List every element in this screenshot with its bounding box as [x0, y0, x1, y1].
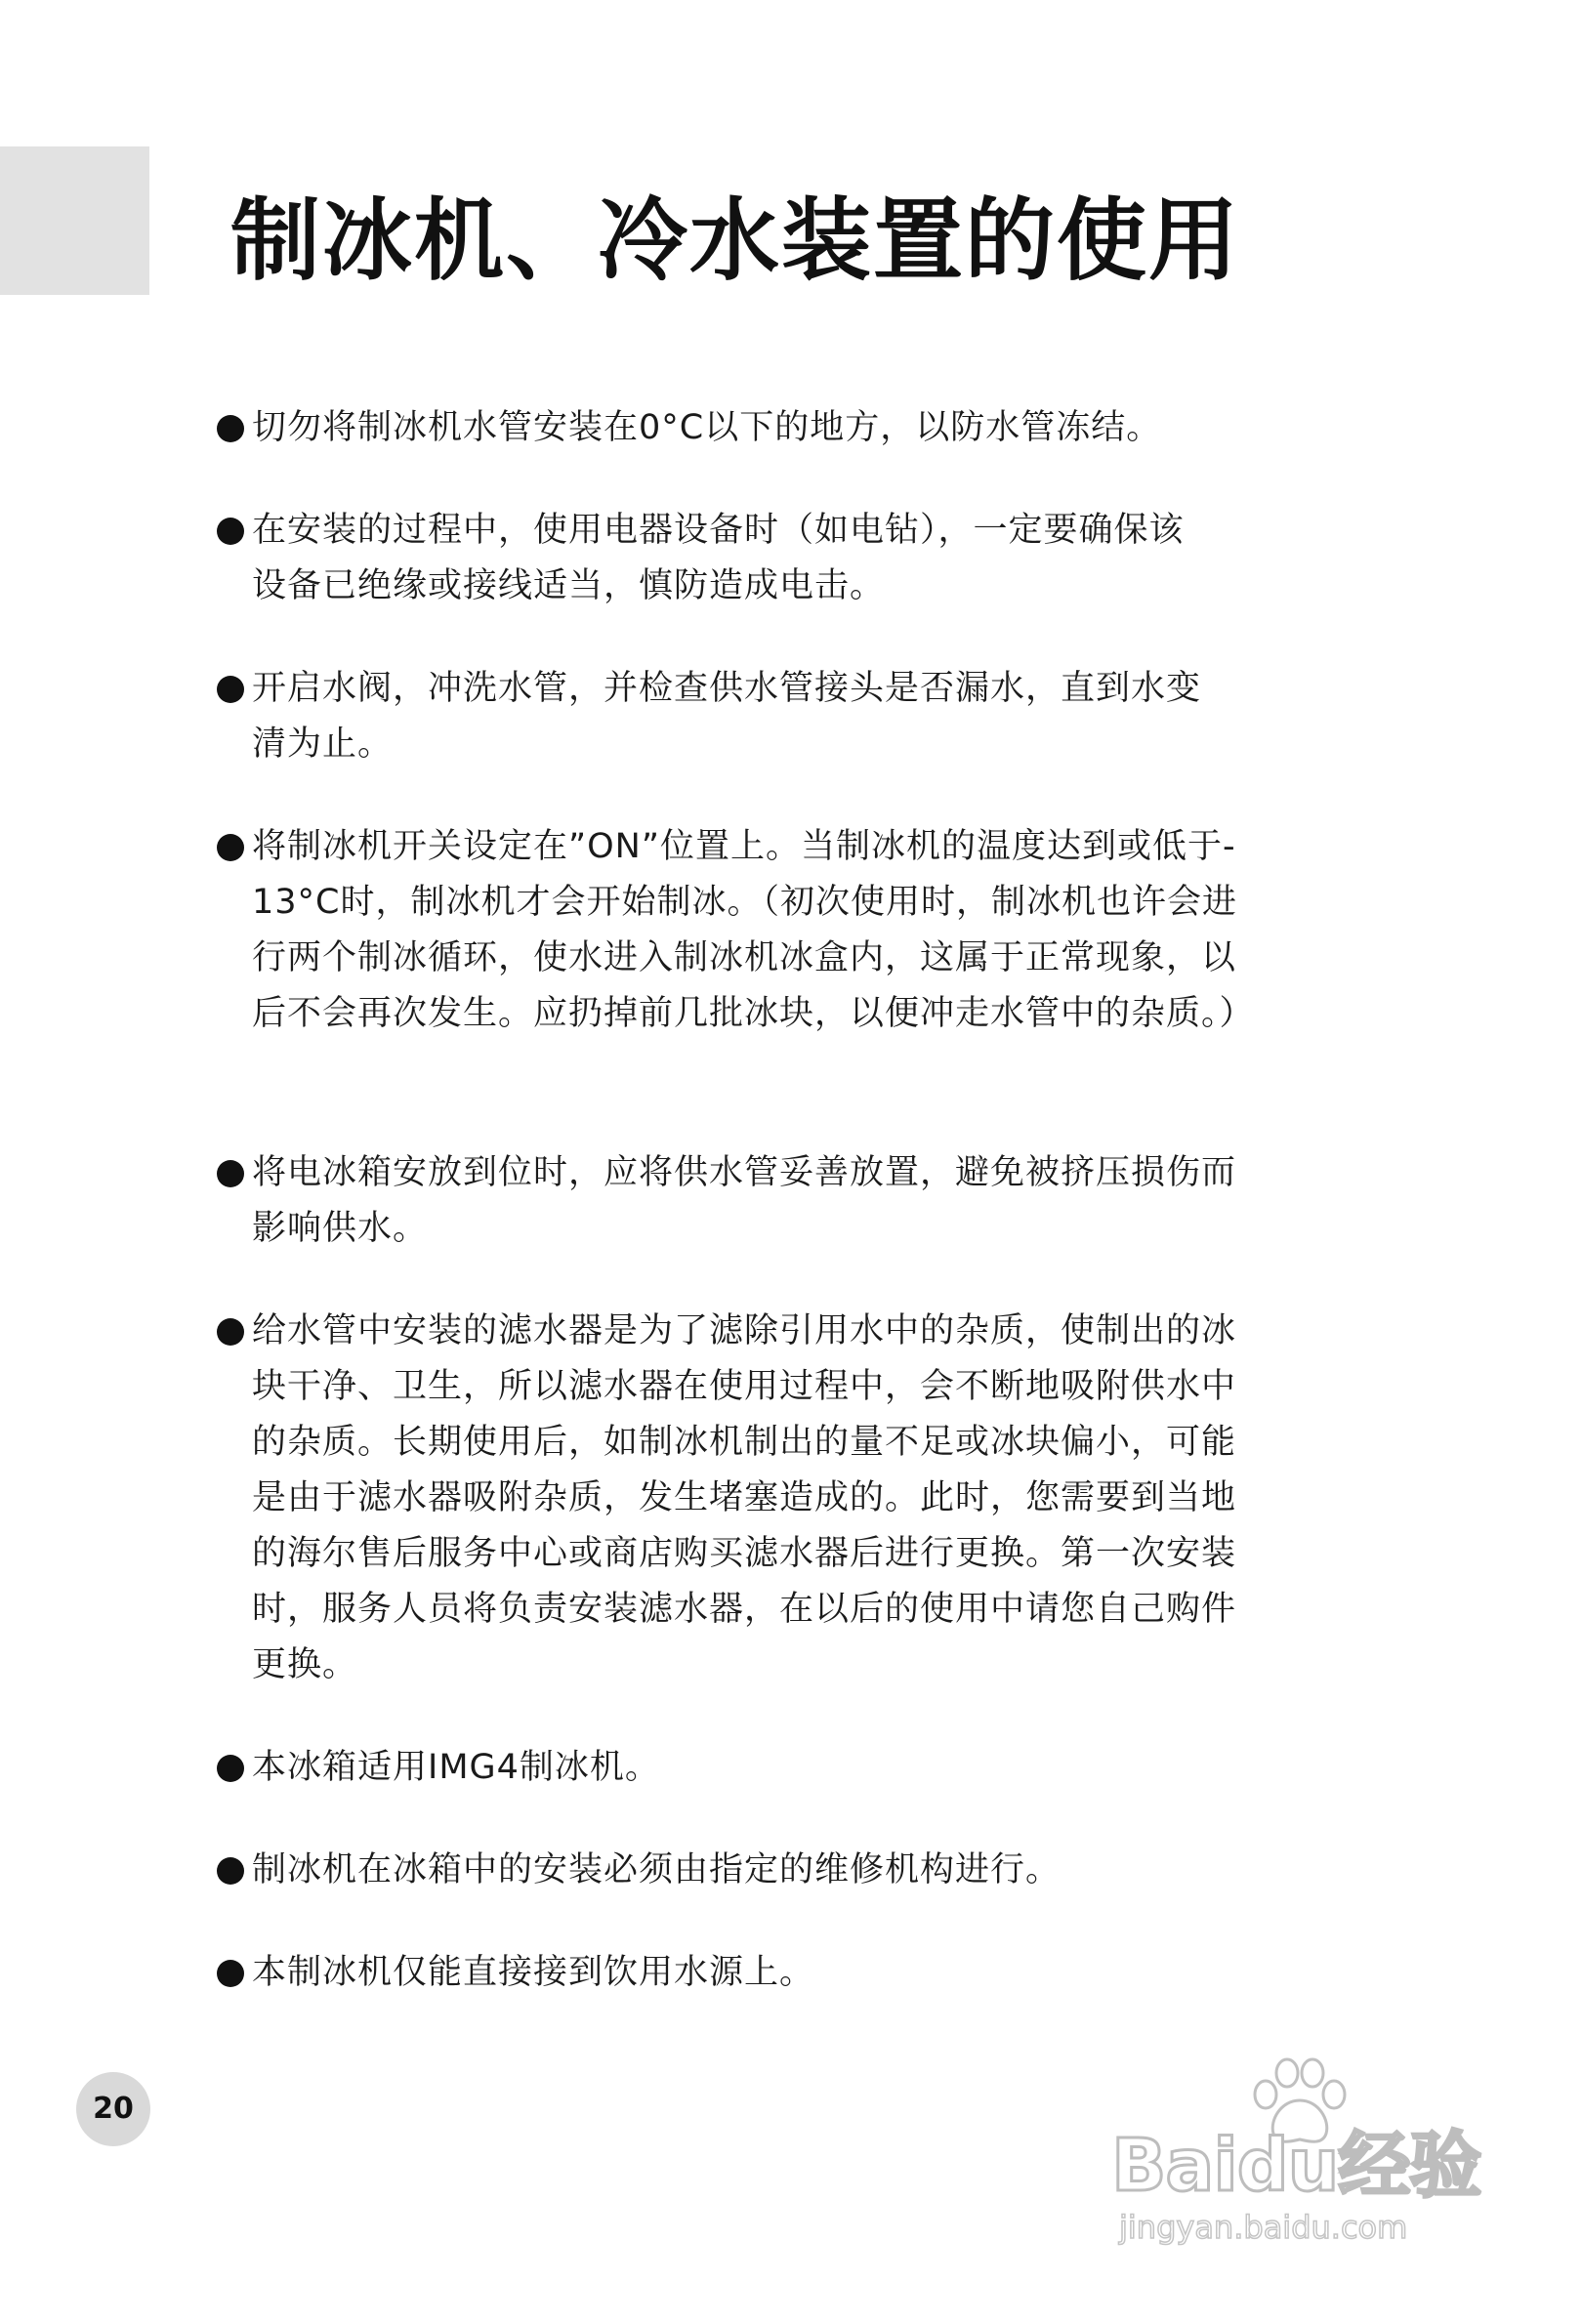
page-title: 制冰机、冷水装置的使用 — [230, 188, 1241, 293]
list-item — [217, 1843, 1330, 1898]
item-line: 的海尔售后服务中心或商店购买滤水器后进行更换。第一次安装 — [252, 1534, 1237, 1573]
item-line: 给水管中安装的滤水器是为了滤除引用水中的杂质，使制出的冰 — [252, 1311, 1237, 1350]
list-item — [217, 503, 1330, 614]
bullet-icon — [217, 676, 244, 703]
side-tab-marker — [0, 146, 149, 295]
item-line: 将制冰机开关设定在”ON”位置上。当制冰机的温度达到或低于- — [252, 827, 1236, 866]
page-number: 20 — [76, 2072, 150, 2146]
item-line: 在安装的过程中，使用电器设备时（如电钻），一定要确保该 — [252, 511, 1185, 550]
item-line: 清为止。 — [252, 725, 394, 764]
bullet-icon — [217, 415, 244, 442]
item-line: 本制冰机仅能直接接到饮用水源上。 — [252, 1953, 815, 1992]
item-line: 制冰机在冰箱中的安装必须由指定的维修机构进行。 — [252, 1850, 1062, 1889]
watermark-brand: Baidu经验 — [1111, 2124, 1481, 2208]
list-item — [217, 400, 1330, 456]
list-item — [217, 819, 1330, 1042]
item-line: 影响供水。 — [252, 1209, 429, 1248]
bullet-icon — [217, 1960, 244, 1987]
bullet-icon — [217, 1318, 244, 1346]
list-item — [217, 1945, 1330, 2001]
bullet-icon — [217, 518, 244, 545]
item-line: 是由于滤水器吸附杂质，发生堵塞造成的。此时，您需要到当地 — [252, 1478, 1237, 1517]
item-line: 块干净、卫生，所以滤水器在使用过程中，会不断地吸附供水中 — [252, 1367, 1237, 1406]
instruction-list — [217, 400, 1330, 2048]
list-item — [217, 1304, 1330, 1693]
item-line: 后不会再次发生。应扔掉前几批冰块，以便冲走水管中的杂质。） — [252, 994, 1255, 1033]
item-line: 13°C时，制冰机才会开始制冰。（初次使用时，制冰机也许会进 — [252, 883, 1237, 922]
list-item — [217, 661, 1330, 772]
bullet-icon — [217, 834, 244, 861]
item-line: 设备已绝缘或接线适当，慎防造成电击。 — [252, 566, 886, 605]
item-line: 将电冰箱安放到位时，应将供水管妥善放置，避免被挤压损伤而 — [252, 1153, 1237, 1192]
bullet-icon — [217, 1160, 244, 1187]
item-line: 本冰箱适用IMG4制冰机。 — [252, 1748, 660, 1787]
list-item — [217, 1740, 1330, 1796]
list-item — [217, 1145, 1330, 1257]
bullet-icon — [217, 1857, 244, 1885]
item-line: 的杂质。长期使用后，如制冰机制出的量不足或冰块偏小，可能 — [252, 1423, 1237, 1462]
watermark-url: jingyan.baidu.com — [1119, 2209, 1408, 2246]
item-line: 开启水阀，冲洗水管，并检查供水管接头是否漏水，直到水变 — [252, 669, 1202, 708]
item-line: 更换。 — [252, 1645, 358, 1684]
bullet-icon — [217, 1755, 244, 1782]
item-line: 切勿将制冰机水管安装在0°C以下的地方，以防水管冻结。 — [252, 408, 1162, 447]
baidu-watermark — [1111, 2055, 1482, 2251]
item-line: 时，服务人员将负责安装滤水器，在以后的使用中请您自己购件 — [252, 1590, 1237, 1629]
item-line: 行两个制冰循环，使水进入制冰机冰盒内，这属于正常现象，以 — [252, 938, 1237, 977]
